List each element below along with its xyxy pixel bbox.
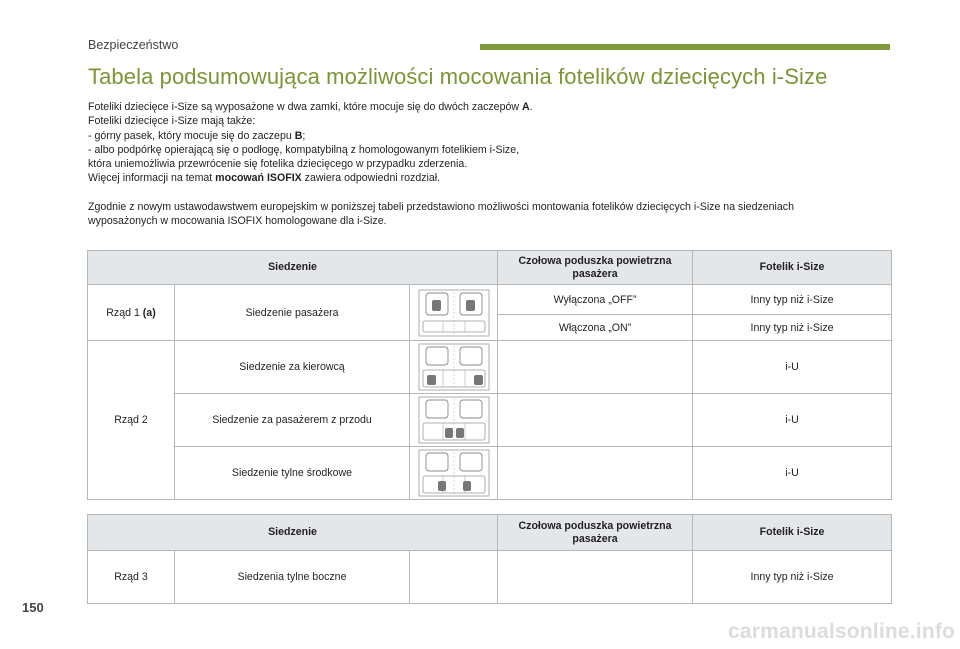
seat-diagram-cell bbox=[410, 285, 498, 341]
airbag-status-empty bbox=[498, 551, 693, 604]
row-label-row2: Rząd 2 bbox=[88, 341, 175, 500]
seat-name: Siedzenia tylne boczne bbox=[175, 551, 410, 604]
watermark: carmanualsonline.info bbox=[728, 620, 956, 643]
isize-table-rows-1-2 bbox=[87, 250, 892, 500]
airbag-status-empty bbox=[498, 341, 693, 394]
seat-layout-rear-center-icon bbox=[418, 449, 490, 497]
seat-name: Siedzenie tylne środkowe bbox=[175, 447, 410, 500]
header-airbag: Czołowa poduszka powietrzna pasażera bbox=[498, 515, 693, 551]
airbag-status-empty bbox=[498, 447, 693, 500]
seat-diagram-cell bbox=[410, 394, 498, 447]
header-airbag: Czołowa poduszka powietrzna pasażera bbox=[498, 251, 693, 285]
seat-name: Siedzenie pasażera bbox=[175, 285, 410, 341]
intro-line: - albo podpórkę opierającą się o podłogę, kompatybilną z homologowanym fotelikiem i-Size, bbox=[88, 143, 520, 156]
seat-diagram-cell bbox=[410, 447, 498, 500]
isize-value: i-U bbox=[693, 394, 892, 447]
airbag-status: Wyłączona „OFF” bbox=[498, 285, 693, 315]
row-label-row3: Rząd 3 bbox=[88, 551, 175, 604]
intro-line: która uniemożliwia przewrócenie się fotelika dziecięcego w przypadku zderzenia. bbox=[88, 158, 468, 171]
intro-line: Więcej informacji na temat mocowań ISOFIX zawiera odpowiedni rozdział. bbox=[88, 172, 441, 185]
seat-layout-behind-driver-icon bbox=[418, 343, 490, 391]
isize-value: i-U bbox=[693, 447, 892, 500]
isize-table-row-3 bbox=[87, 514, 892, 604]
seat-diagram-cell-empty bbox=[410, 551, 498, 604]
isize-value: Inny typ niż i-Size bbox=[693, 285, 892, 315]
seat-layout-behind-passenger-icon bbox=[418, 396, 490, 444]
airbag-status-empty bbox=[498, 394, 693, 447]
header-isize: Fotelik i-Size bbox=[693, 251, 892, 285]
isize-value: i-U bbox=[693, 341, 892, 394]
page-number: 150 bbox=[22, 600, 44, 615]
intro-line: Foteliki dziecięce i-Size są wyposażone w dwa zamki, które mocuje się do dwóch zaczepów A. bbox=[88, 101, 533, 113]
intro-line: Foteliki dziecięce i-Size mają także: bbox=[88, 115, 256, 128]
intro-line: - górny pasek, który mocuje się do zaczepu B; bbox=[88, 129, 306, 142]
page-title: Tabela podsumowująca możliwości mocowania fotelików dziecięcych i-Size bbox=[88, 64, 828, 89]
section-label: Bezpieczeństwo bbox=[88, 38, 179, 52]
paragraph-line: wyposażonych w mocowania ISOFIX homologowane dla i-Size. bbox=[88, 215, 387, 228]
seat-diagram-cell bbox=[410, 341, 498, 394]
header-seat: Siedzenie bbox=[88, 251, 498, 285]
compatibility-paragraph bbox=[88, 200, 898, 229]
airbag-status: Włączona „ON” bbox=[498, 315, 693, 341]
seat-layout-front-passenger-icon bbox=[418, 289, 490, 337]
header-seat: Siedzenie bbox=[88, 515, 498, 551]
seat-name: Siedzenie za kierowcą bbox=[175, 341, 410, 394]
isize-value: Inny typ niż i-Size bbox=[693, 315, 892, 341]
header-accent-bar bbox=[480, 44, 890, 50]
header-isize: Fotelik i-Size bbox=[693, 515, 892, 551]
isize-value: Inny typ niż i-Size bbox=[693, 551, 892, 604]
row-label-row1: Rząd 1 (a) bbox=[88, 285, 175, 341]
intro-text bbox=[88, 100, 888, 186]
seat-name: Siedzenie za pasażerem z przodu bbox=[175, 394, 410, 447]
paragraph-line: Zgodnie z nowym ustawodawstwem europejskim w poniższej tabeli przedstawiono możliwości montowania fotelików dziecięcych i-Size na siedzeniach bbox=[88, 201, 794, 213]
